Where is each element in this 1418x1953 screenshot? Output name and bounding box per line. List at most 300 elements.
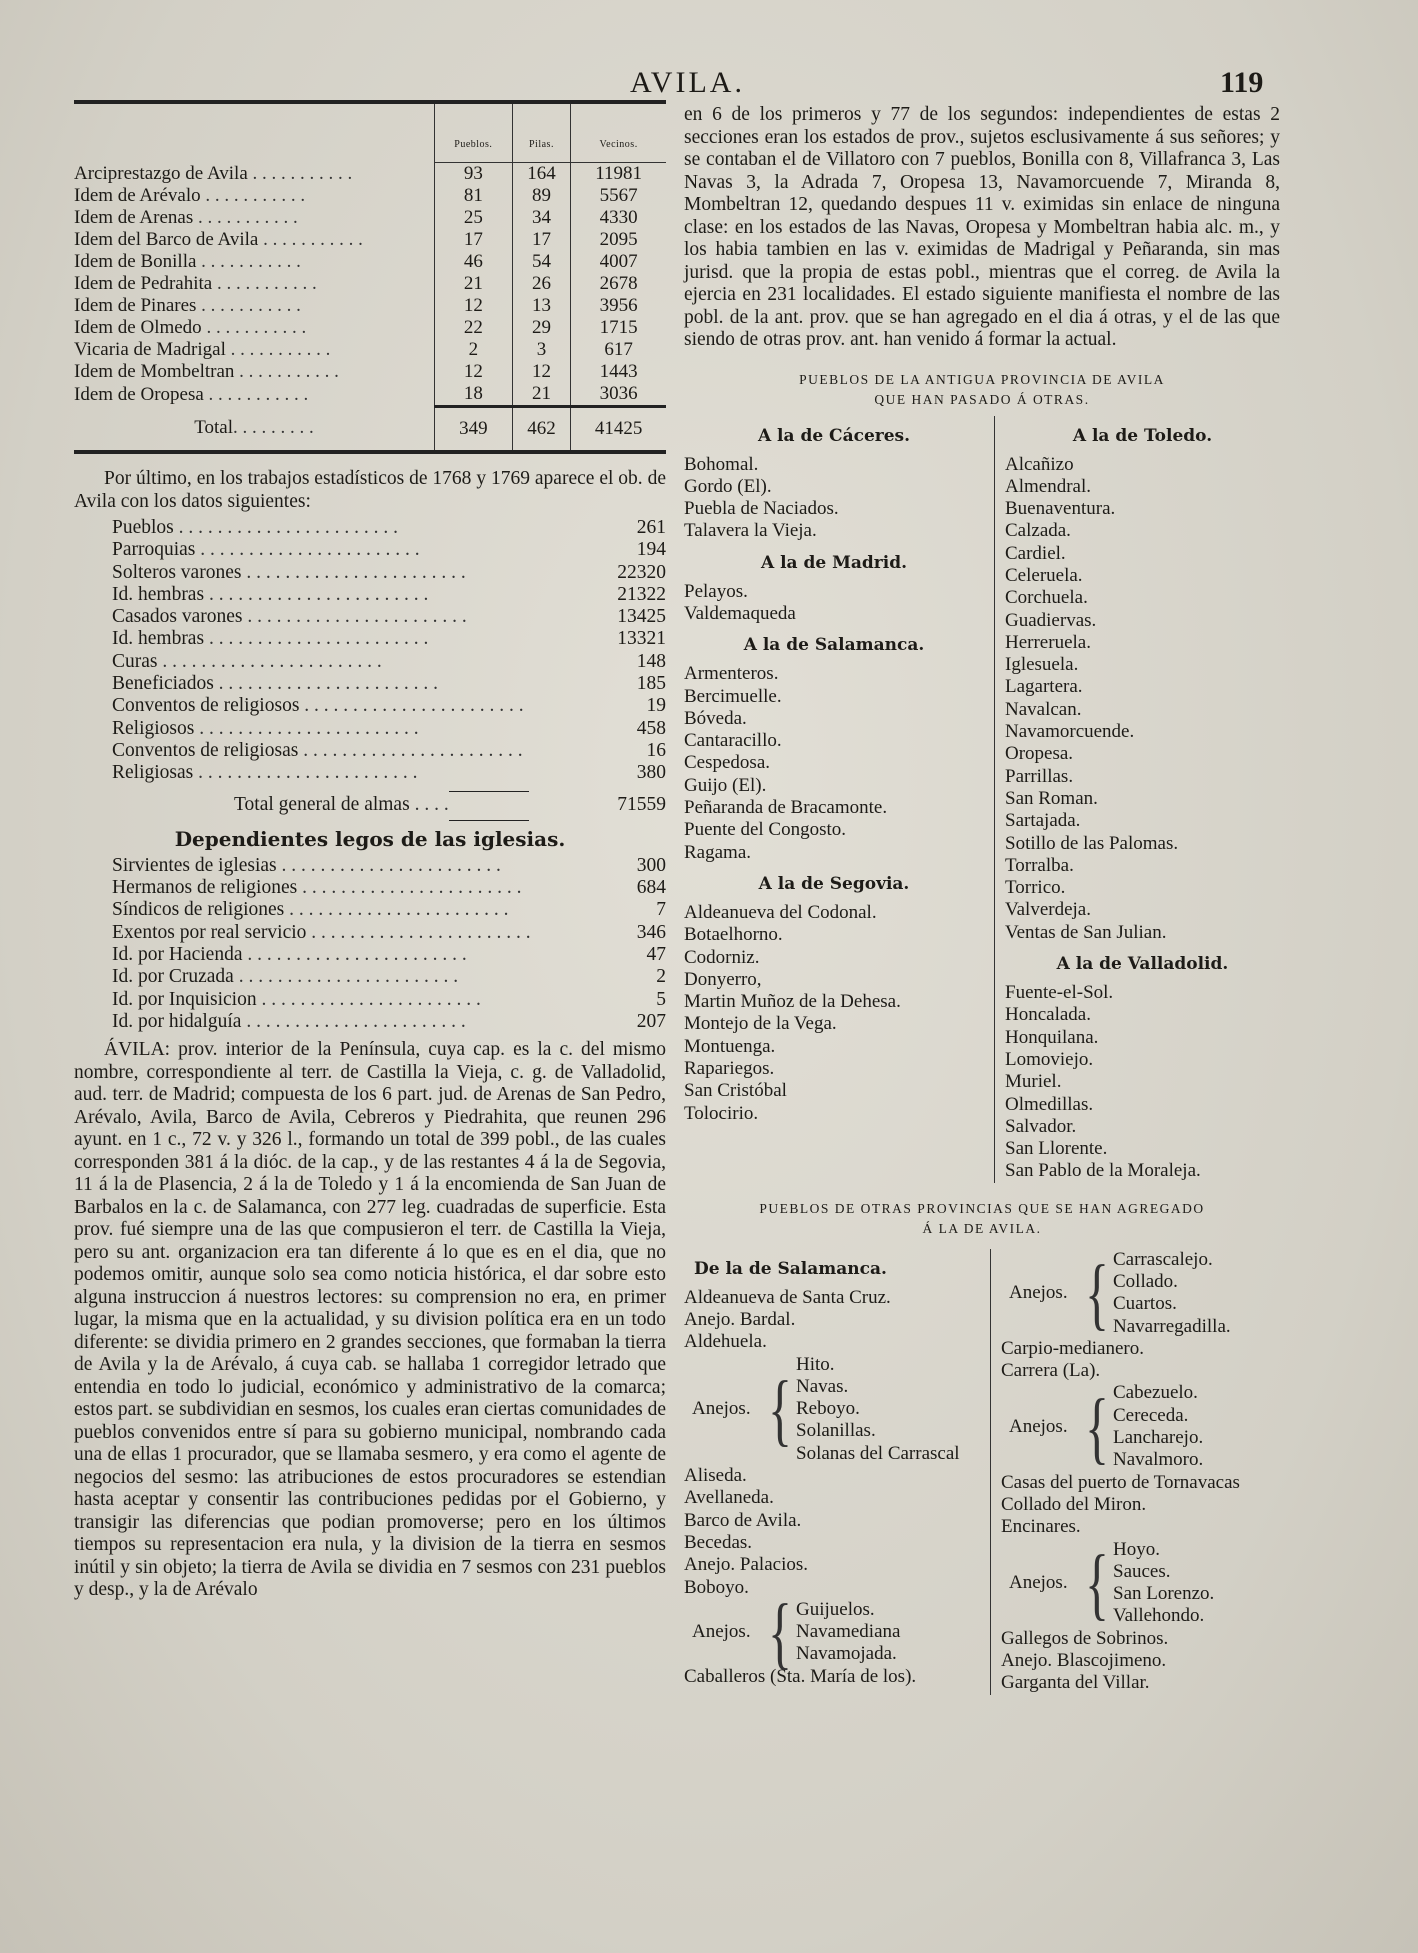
province-heading: A la de Madrid. bbox=[760, 552, 908, 573]
province-heading: A la de Valladolid. bbox=[1056, 954, 1229, 975]
row-name-cell: Vicaria de Madrigal . . . . . . . . . . . bbox=[74, 339, 331, 360]
anejos-label: Anejos. bbox=[692, 1398, 751, 1420]
row-pueblos: 25 bbox=[435, 207, 513, 229]
anejo-town: San Lorenzo. bbox=[1113, 1583, 1215, 1605]
row-name: Arciprestazgo de Avila bbox=[74, 162, 248, 184]
section1-title bbox=[684, 370, 1280, 410]
town: Guadiervas. bbox=[1005, 609, 1097, 631]
row-pueblos: 17 bbox=[435, 229, 513, 251]
anejos-items bbox=[796, 1599, 900, 1666]
anejo-town: Navamediana bbox=[796, 1621, 901, 1643]
row-pilas: 34 bbox=[512, 207, 571, 229]
stat-row bbox=[74, 651, 666, 673]
stat-label: Curas bbox=[112, 650, 158, 672]
dependiente-label: Hermanos de religiones bbox=[112, 877, 298, 899]
town: Encinares. bbox=[1001, 1516, 1081, 1538]
sum-rule-2 bbox=[449, 820, 529, 821]
anejo-town: Lancharejo. bbox=[1113, 1427, 1204, 1449]
province-heading: A la de Segovia. bbox=[758, 873, 910, 894]
row-pueblos: 22 bbox=[435, 317, 513, 339]
table-row bbox=[74, 229, 666, 251]
town: Honcalada. bbox=[1005, 1004, 1091, 1026]
table-total-row: Total. . . . . . . . . 349 462 41425 bbox=[74, 407, 666, 451]
stat-label-wrap: Id. hembras . . . . . . . . . . . . . . . . . . . . . . . bbox=[112, 628, 429, 650]
row-vecinos: 617 bbox=[571, 339, 666, 361]
anejos-label: Anejos. bbox=[692, 1621, 751, 1643]
row-pilas: 3 bbox=[512, 339, 571, 361]
row-vecinos: 2095 bbox=[571, 229, 666, 251]
town: Cespedosa. bbox=[684, 752, 771, 774]
province-heading: A la de Toledo. bbox=[1072, 425, 1213, 446]
dependiente-row bbox=[74, 989, 666, 1011]
table-row bbox=[74, 207, 666, 229]
anejos-label: Anejos. bbox=[1009, 1282, 1068, 1304]
town: Aldeanueva de Santa Cruz. bbox=[684, 1286, 891, 1308]
table-row bbox=[74, 251, 666, 273]
stat-label-wrap: Curas . . . . . . . . . . . . . . . . . . . . . . . bbox=[112, 650, 382, 672]
town: Collado del Miron. bbox=[1001, 1493, 1147, 1515]
stats-list bbox=[74, 517, 666, 785]
town: Sartajada. bbox=[1005, 810, 1081, 832]
anejo-town: Navarregadilla. bbox=[1113, 1315, 1231, 1337]
row-vecinos: 4007 bbox=[571, 251, 666, 273]
section2-title-line1: PUEBLOS DE OTRAS PROVINCIAS QUE SE HAN AGREGADO bbox=[759, 1200, 1205, 1216]
row-name-cell: Idem de Arévalo . . . . . . . . . . . bbox=[74, 185, 306, 206]
brace-icon: { bbox=[1085, 1248, 1109, 1339]
right-column bbox=[684, 104, 1280, 1695]
stat-value: 13321 bbox=[617, 628, 666, 650]
town: Parrillas. bbox=[1005, 765, 1074, 787]
row-pueblos: 12 bbox=[435, 295, 513, 317]
dependiente-value: 300 bbox=[636, 854, 666, 876]
stat-value: 19 bbox=[646, 695, 666, 717]
total-general-label: Total general de almas bbox=[234, 793, 410, 815]
row-name-cell: Idem de Olmedo . . . . . . . . . . . bbox=[74, 317, 307, 338]
town: Navalcan. bbox=[1005, 698, 1082, 720]
row-name-cell: Idem del Barco de Avila . . . . . . . . . . . bbox=[74, 229, 363, 250]
town: Guijo (El). bbox=[684, 774, 767, 796]
dependiente-row bbox=[74, 922, 666, 944]
stat-label-wrap: Id. hembras . . . . . . . . . . . . . . . . . . . . . . . bbox=[112, 583, 429, 605]
row-name: Idem de Arenas bbox=[74, 207, 194, 228]
town: Caballeros (Sta. María de los). bbox=[684, 1665, 917, 1687]
row-pueblos: 12 bbox=[435, 361, 513, 383]
table-row bbox=[74, 163, 666, 186]
section2-title-line2: Á LA DE AVILA. bbox=[922, 1220, 1042, 1236]
anejo-town: Hoyo. bbox=[1113, 1538, 1160, 1560]
stat-row bbox=[74, 628, 666, 650]
dependiente-value: 346 bbox=[636, 921, 666, 943]
row-vecinos: 11981 bbox=[571, 163, 666, 186]
town: Torralba. bbox=[1005, 854, 1074, 876]
anejo-town: Collado. bbox=[1113, 1271, 1178, 1292]
avila-paragraph: ÁVILA: prov. interior de la Península, cuya cap. es la c. del mismo nombre, correspondiente al terr. de Castilla la Vieja, c. g. de Valladolid, aud. terr. de Madrid; compuesta de los 6 part. jud. de Arenas de San Pedro, Arévalo, Avila, Barco de Avila, Cebreros y Piedrahita, que reunen 296 ayunt. en 1 c., 72 v. y 326 l., formando un total de 399 pobl., de las cuales corresponden 381 á la dióc. de la cap., y de las restantes 4 á la de Segovia, 11 á la de Plasencia, 2 á la de Toledo y 1 á la encomienda de San Juan de Barbalos en la c. de Salamanca, con 277 leg. cuadradas de superficie. Esta prov. fué siempre una de las que compusieron el terr. de Castilla la Vieja, pero su ant. organizacion era tan diferente á lo que es en el dia, que no podemos omitir, aunque solo sea como noticia histórica, el dar sobre esto alguna instruccion á nuestros lectores: su comprension no era, en primer lugar, la misma que en la actualidad, y su division política era en un todo diferente: se dividia primero en 2 grandes secciones, que formaban la tierra de Avila y la de Arévalo, á cuya cab. se hallaba 1 corregidor letrado que entendia en todo lo judicial, económico y administrativo de la comarca; estos part. se subdividian en sesmos, los cuales eran ciertas comunidades de pueblos convenidos entre sí para su gobierno municipal, nombrando cada una de ellas 1 procurador, que se llamaba sesmero, y era como el agente de negocios del sesmo: las atribuciones de estos procuradores se estendian hasta aceptar y consentir las contribuciones pedidas por el Gobierno, y transigir las diferencias que podian promoverse; pero en los últimos tiempos su representacion era nula, y la division de la tierra en sesmos inútil y sin objeto; la tierra de Avila se dividia en 7 sesmos con 231 pueblos y desp., y la de Arévalo bbox=[74, 1039, 666, 1601]
town: Donyerro, bbox=[684, 968, 762, 990]
town: Puebla de Naciados. bbox=[684, 498, 839, 520]
stat-row bbox=[74, 606, 666, 628]
dependiente-row bbox=[74, 944, 666, 966]
row-pueblos: 2 bbox=[435, 339, 513, 361]
row-pueblos: 93 bbox=[435, 163, 513, 186]
town: Cantaracillo. bbox=[684, 730, 782, 752]
total-vecinos: 41425 bbox=[571, 407, 666, 451]
row-pilas: 89 bbox=[512, 185, 571, 207]
dependiente-label: Sirvientes de iglesias bbox=[112, 854, 277, 876]
town: Aliseda. bbox=[684, 1465, 747, 1487]
row-name-cell: Idem de Pinares . . . . . . . . . . . bbox=[74, 295, 301, 316]
row-name-cell: Idem de Oropesa . . . . . . . . . . . bbox=[74, 383, 309, 405]
dependiente-label: Exentos por real servicio bbox=[112, 921, 307, 943]
town: Gallegos de Sobrinos. bbox=[1001, 1627, 1169, 1649]
row-name: Idem de Arévalo bbox=[74, 185, 201, 206]
town: Aldehuela. bbox=[684, 1331, 767, 1353]
dependiente-value: 2 bbox=[656, 966, 666, 988]
table-row bbox=[74, 273, 666, 295]
dependiente-value: 684 bbox=[636, 877, 666, 899]
row-name: Idem del Barco de Avila bbox=[74, 229, 259, 250]
total-general-row: Total general de almas . . . . 71559 bbox=[234, 793, 666, 815]
dependiente-label-wrap: Síndicos de religiones . . . . . . . . . . . . . . . . . . . . . . . bbox=[112, 899, 509, 921]
town: Codorniz. bbox=[684, 946, 760, 968]
dependiente-value: 5 bbox=[656, 988, 666, 1010]
town: Bóveda. bbox=[684, 707, 747, 729]
dependiente-label-wrap: Exentos por real servicio . . . . . . . . . . . . . . . . . . . . . . . bbox=[112, 921, 531, 943]
stat-row bbox=[74, 584, 666, 606]
dependiente-label: Id. por Inquisicion bbox=[112, 988, 257, 1010]
town: Fuente-el-Sol. bbox=[1005, 982, 1114, 1004]
dependiente-row bbox=[74, 855, 666, 877]
town: Armenteros. bbox=[684, 663, 779, 685]
anejo-town: Navamojada. bbox=[796, 1643, 897, 1665]
stat-label-wrap: Religiosas . . . . . . . . . . . . . . . . . . . . . . . bbox=[112, 762, 418, 784]
row-name: Idem de Bonilla bbox=[74, 251, 197, 272]
anejo-town: Solanillas. bbox=[796, 1420, 876, 1442]
row-pilas: 29 bbox=[512, 317, 571, 339]
dependiente-label-wrap: Id. por Hacienda . . . . . . . . . . . . . . . . . . . . . . . bbox=[112, 944, 467, 966]
town: Puente del Congosto. bbox=[684, 819, 847, 841]
town: Lagartera. bbox=[1005, 676, 1083, 698]
town: Carrera (La). bbox=[1001, 1360, 1101, 1382]
col-pueblos: Pueblos. bbox=[435, 104, 513, 163]
dependiente-value: 47 bbox=[646, 944, 666, 966]
section1-columns bbox=[684, 416, 1280, 1183]
town: Olmedillas. bbox=[1005, 1093, 1094, 1115]
dependiente-row bbox=[74, 899, 666, 921]
town: San Cristóbal bbox=[684, 1080, 787, 1102]
row-name: Idem de Oropesa bbox=[74, 383, 204, 405]
dependiente-label: Id. por hidalguía bbox=[112, 1010, 242, 1032]
section2-heading: De la de Salamanca. bbox=[694, 1258, 887, 1279]
anejos-group bbox=[1001, 1249, 1280, 1338]
stat-row bbox=[74, 718, 666, 740]
stat-label: Conventos de religiosos bbox=[112, 695, 300, 717]
section1-title-line2: QUE HAN PASADO Á OTRAS. bbox=[874, 391, 1090, 407]
row-vecinos: 1715 bbox=[571, 317, 666, 339]
brace-icon: { bbox=[1085, 1382, 1109, 1472]
town: Honquilana. bbox=[1005, 1026, 1099, 1048]
dependiente-label-wrap: Sirvientes de iglesias . . . . . . . . . . . . . . . . . . . . . . . bbox=[112, 854, 501, 876]
stat-value: 148 bbox=[636, 650, 666, 672]
row-pueblos: 81 bbox=[435, 185, 513, 207]
dependiente-label: Id. por Hacienda bbox=[112, 944, 243, 966]
total-pilas: 462 bbox=[512, 407, 571, 451]
stat-label-wrap: Beneficiados . . . . . . . . . . . . . . . . . . . . . . . bbox=[112, 673, 439, 695]
stat-label: Id. hembras bbox=[112, 628, 205, 650]
town: Rapariegos. bbox=[684, 1058, 775, 1080]
anejo-town: Reboyo. bbox=[796, 1398, 860, 1420]
town: Navamorcuende. bbox=[1005, 721, 1135, 743]
col-vecinos: Vecinos. bbox=[571, 104, 666, 163]
row-vecinos: 1443 bbox=[571, 361, 666, 383]
province-heading: A la de Cáceres. bbox=[757, 425, 911, 446]
anejo-town: Cabezuelo. bbox=[1113, 1382, 1198, 1404]
row-name-cell: Idem de Bonilla . . . . . . . . . . . bbox=[74, 251, 301, 272]
row-pueblos: 21 bbox=[435, 273, 513, 295]
anejo-town: Sauces. bbox=[1113, 1560, 1171, 1582]
row-pilas: 17 bbox=[512, 229, 571, 251]
anejos-label: Anejos. bbox=[1009, 1415, 1068, 1437]
brace-icon: { bbox=[768, 1364, 792, 1455]
town: Calzada. bbox=[1005, 520, 1071, 542]
dependiente-label-wrap: Id. por Inquisicion . . . . . . . . . . . . . . . . . . . . . . . bbox=[112, 988, 481, 1010]
table-row bbox=[74, 185, 666, 207]
stat-row bbox=[74, 517, 666, 539]
stat-label: Solteros varones bbox=[112, 561, 242, 583]
town: Celeruela. bbox=[1005, 564, 1083, 586]
dependiente-label: Síndicos de religiones bbox=[112, 899, 285, 921]
section2-left bbox=[684, 1249, 990, 1695]
stat-row bbox=[74, 539, 666, 561]
anejo-town: Carrascalejo. bbox=[1113, 1248, 1213, 1270]
town: Ventas de San Julian. bbox=[1005, 921, 1167, 943]
anejo-town: Cuartos. bbox=[1113, 1293, 1177, 1315]
town: Tolocirio. bbox=[684, 1102, 759, 1124]
brace-icon: { bbox=[768, 1587, 792, 1678]
dependiente-value: 207 bbox=[636, 1010, 666, 1032]
row-name-cell: Idem de Mombeltran . . . . . . . . . . . bbox=[74, 361, 339, 382]
town: Torrico. bbox=[1005, 877, 1066, 899]
town: Oropesa. bbox=[1005, 743, 1074, 765]
stat-label: Beneficiados bbox=[112, 673, 214, 695]
stat-label: Id. hembras bbox=[112, 583, 205, 605]
town: Avellaneda. bbox=[684, 1487, 774, 1509]
town: Anejo. Bardal. bbox=[684, 1309, 796, 1330]
table-row bbox=[74, 361, 666, 383]
section1-right bbox=[994, 416, 1280, 1183]
stat-value: 261 bbox=[636, 517, 666, 538]
row-name: Idem de Mombeltran bbox=[74, 361, 235, 382]
brace-icon: { bbox=[1085, 1538, 1109, 1628]
stat-row bbox=[74, 695, 666, 717]
town: Casas del puerto de Tornavacas bbox=[1001, 1471, 1240, 1493]
intro-paragraph: Por último, en los trabajos estadísticos de 1768 y 1769 aparece el ob. de Avila con los datos siguientes: bbox=[74, 468, 666, 512]
town: Bercimuelle. bbox=[684, 685, 782, 707]
stat-value: 185 bbox=[636, 673, 666, 695]
anejo-town: Navas. bbox=[796, 1375, 849, 1397]
town: San Roman. bbox=[1005, 787, 1098, 809]
row-name-cell: Idem de Arenas . . . . . . . . . . . bbox=[74, 207, 298, 228]
stat-label: Conventos de religiosas bbox=[112, 739, 299, 761]
town: San Pablo de la Moraleja. bbox=[1005, 1160, 1201, 1182]
dependiente-row bbox=[74, 966, 666, 988]
anejos-group bbox=[1001, 1382, 1280, 1471]
town: Gordo (El). bbox=[684, 475, 772, 497]
town: Montuenga. bbox=[684, 1035, 776, 1057]
province-heading: A la de Salamanca. bbox=[743, 635, 925, 656]
town: Barco de Avila. bbox=[684, 1509, 802, 1531]
town: Valdemaqueda bbox=[684, 602, 796, 624]
town: Garganta del Villar. bbox=[1001, 1672, 1150, 1694]
town: Cardiel. bbox=[1005, 542, 1066, 564]
town: Salvador. bbox=[1005, 1115, 1077, 1137]
row-pueblos: 18 bbox=[435, 383, 513, 407]
town: Almendral. bbox=[1005, 475, 1092, 497]
town: Botaelhorno. bbox=[684, 924, 783, 946]
town: Muriel. bbox=[1005, 1071, 1062, 1093]
stat-label: Pueblos bbox=[112, 517, 174, 538]
town: San Llorente. bbox=[1005, 1138, 1108, 1160]
table-row bbox=[74, 339, 666, 361]
section1-title-line1: PUEBLOS DE LA ANTIGUA PROVINCIA DE AVILA bbox=[799, 371, 1165, 387]
dependientes-list bbox=[74, 855, 666, 1033]
dependiente-label-wrap: Hermanos de religiones . . . . . . . . . . . . . . . . . . . . . . . bbox=[112, 877, 522, 899]
row-pilas: 21 bbox=[512, 383, 571, 407]
section2-columns bbox=[684, 1249, 1280, 1695]
row-pueblos: 46 bbox=[435, 251, 513, 273]
stat-label-wrap: Conventos de religiosos . . . . . . . . . . . . . . . . . . . . . . . bbox=[112, 695, 524, 717]
town: Ragama. bbox=[684, 841, 752, 863]
anejos-items bbox=[796, 1354, 960, 1465]
town: Carpio-medianero. bbox=[1001, 1337, 1144, 1359]
town: Montejo de la Vega. bbox=[684, 1013, 837, 1035]
total-label: Total bbox=[194, 417, 234, 439]
row-name: Idem de Olmedo bbox=[74, 317, 202, 338]
town: Becedas. bbox=[684, 1531, 753, 1553]
table-row bbox=[74, 295, 666, 317]
stat-value: 22320 bbox=[617, 561, 666, 583]
dependiente-row bbox=[74, 877, 666, 899]
dependiente-label-wrap: Id. por Cruzada . . . . . . . . . . . . . . . . . . . . . . . bbox=[112, 966, 459, 988]
town: Talavera la Vieja. bbox=[684, 520, 817, 542]
row-name-cell: Idem de Pedrahita . . . . . . . . . . . bbox=[74, 273, 317, 294]
row-vecinos: 3956 bbox=[571, 295, 666, 317]
row-pilas: 13 bbox=[512, 295, 571, 317]
stat-value: 194 bbox=[636, 539, 666, 561]
dependiente-value: 7 bbox=[656, 899, 666, 921]
stat-label: Religiosas bbox=[112, 762, 194, 784]
anejos-group bbox=[684, 1354, 980, 1465]
dependientes-heading: Dependientes legos de las iglesias. bbox=[174, 826, 566, 851]
town: Bohomal. bbox=[684, 453, 759, 475]
row-vecinos: 4330 bbox=[571, 207, 666, 229]
table-row bbox=[74, 383, 666, 407]
section2-title bbox=[684, 1199, 1280, 1239]
anejo-town: Cereceda. bbox=[1113, 1404, 1189, 1426]
row-name: Idem de Pedrahita bbox=[74, 273, 213, 294]
town: Peñaranda de Bracamonte. bbox=[684, 797, 888, 819]
town: Aldeanueva del Codonal. bbox=[684, 901, 877, 923]
stat-row bbox=[74, 562, 666, 584]
stat-label: Casados varones bbox=[112, 606, 243, 628]
anejos-items bbox=[1113, 1539, 1214, 1628]
stat-row bbox=[74, 673, 666, 695]
row-vecinos: 3036 bbox=[571, 383, 666, 407]
running-title: AVILA. bbox=[630, 66, 745, 99]
town: Corchuela. bbox=[1005, 587, 1088, 609]
dependiente-row bbox=[74, 1011, 666, 1033]
town: Boboyo. bbox=[684, 1576, 749, 1598]
dependiente-label-wrap: Id. por hidalguía . . . . . . . . . . . . . . . . . . . . . . . bbox=[112, 1010, 466, 1032]
row-vecinos: 5567 bbox=[571, 185, 666, 207]
row-name: Vicaria de Madrigal bbox=[74, 339, 226, 360]
town: Lomoviejo. bbox=[1005, 1048, 1094, 1070]
table-bottom-rule bbox=[74, 450, 666, 454]
sum-rule bbox=[449, 791, 529, 792]
row-pilas: 164 bbox=[512, 163, 571, 186]
anejo-town: Vallehondo. bbox=[1113, 1605, 1205, 1627]
stat-label-wrap: Casados varones . . . . . . . . . . . . . . . . . . . . . . . bbox=[112, 606, 467, 628]
town: Valverdeja. bbox=[1005, 899, 1091, 921]
stat-value: 458 bbox=[636, 717, 666, 739]
town: Iglesuela. bbox=[1005, 654, 1079, 676]
row-name: Idem de Pinares bbox=[74, 295, 197, 316]
stat-label-wrap: Pueblos . . . . . . . . . . . . . . . . . . . . . . . bbox=[112, 517, 399, 538]
town: Alcañizo bbox=[1005, 453, 1074, 475]
town: Anejo. Palacios. bbox=[684, 1554, 809, 1576]
section1-left bbox=[684, 416, 994, 1183]
anejos-items bbox=[1113, 1249, 1231, 1338]
left-column bbox=[74, 100, 666, 1602]
row-pilas: 26 bbox=[512, 273, 571, 295]
stat-label-wrap: Parroquias . . . . . . . . . . . . . . . . . . . . . . . bbox=[112, 539, 420, 561]
town: Buenaventura. bbox=[1005, 498, 1116, 520]
col-pilas: Pilas. bbox=[512, 104, 571, 163]
stat-label-wrap: Conventos de religiosas . . . . . . . . . . . . . . . . . . . . . . . bbox=[112, 739, 523, 761]
town: Pelayos. bbox=[684, 580, 748, 602]
anejo-town: Hito. bbox=[796, 1353, 835, 1375]
row-pilas: 54 bbox=[512, 251, 571, 273]
stat-row bbox=[74, 740, 666, 762]
total-general-value: 71559 bbox=[617, 793, 666, 815]
anejos-label: Anejos. bbox=[1009, 1572, 1068, 1593]
page-number: 119 bbox=[1220, 66, 1264, 99]
stat-value: 380 bbox=[636, 762, 666, 784]
archpriest-table bbox=[74, 104, 666, 450]
stat-label: Religiosos bbox=[112, 717, 195, 739]
town: Anejo. Blascojimeno. bbox=[1001, 1650, 1167, 1672]
anejo-town: Solanas del Carrascal bbox=[796, 1442, 960, 1464]
stat-label-wrap: Solteros varones . . . . . . . . . . . . . . . . . . . . . . . bbox=[112, 561, 466, 583]
stat-value: 13425 bbox=[617, 606, 666, 628]
anejo-town: Navalmoro. bbox=[1113, 1449, 1204, 1471]
row-name-cell: Arciprestazgo de Avila . . . . . . . . . . . bbox=[74, 162, 353, 184]
town: Martin Muñoz de la Dehesa. bbox=[684, 991, 901, 1013]
total-pueblos: 349 bbox=[435, 407, 513, 451]
stat-value: 16 bbox=[646, 739, 666, 761]
right-paragraph: en 6 de los primeros y 77 de los segundos: independientes de estas 2 secciones eran los estados de prov., sujetos esclusivamente á sus señores; y se contaban el de Villatoro con 7 pueblos, Bonilla con 8, Villafranca 3, Las Navas 3, la Adrada 7, Oropesa 13, Navamorcuende 7, Miranda 8, Mombeltran 12, quedando despues 11 v. eximidas sin enlace de ninguna clase: en los estados de las Navas, Oropesa y Mombeltran habia alc. m., y los habia tambien en las v. eximidas de Madrigal y Peñaranda, sin mas jurisd. que la propia de estas pobl., mientras que el correg. de Avila la ejercia en 231 localidades. El estado siguiente manifiesta el nombre de las pobl. de la ant. prov. que se han agregado en el dia á otras, y el de las que siendo de otras prov. ant. han venido á formar la actual. bbox=[684, 104, 1280, 350]
anejos-group bbox=[1001, 1539, 1280, 1628]
stat-value: 21322 bbox=[617, 583, 666, 605]
section2-right bbox=[990, 1249, 1280, 1695]
dependiente-label: Id. por Cruzada bbox=[112, 966, 234, 988]
row-pilas: 12 bbox=[512, 361, 571, 383]
stat-row bbox=[74, 762, 666, 784]
town: Herreruela. bbox=[1005, 631, 1091, 653]
town: Sotillo de las Palomas. bbox=[1005, 832, 1179, 854]
anejos-items bbox=[1113, 1382, 1203, 1471]
stat-label-wrap: Religiosos . . . . . . . . . . . . . . . . . . . . . . . bbox=[112, 717, 419, 739]
anejo-town: Guijuelos. bbox=[796, 1598, 875, 1620]
